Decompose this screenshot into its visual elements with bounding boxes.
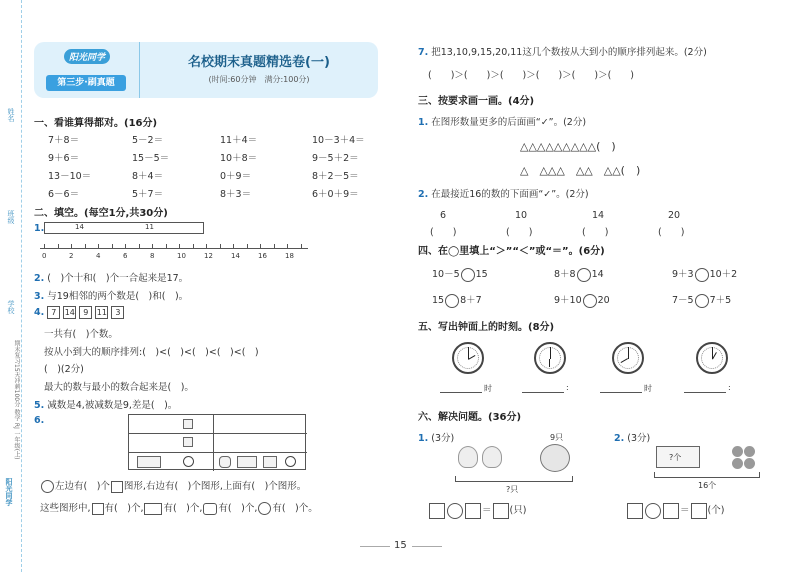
logo-area (34, 42, 140, 98)
clock-hand (550, 347, 551, 359)
compare-item: 15 8＋7 (432, 295, 482, 306)
q3: 3. 与19相邻的两个数是( )和( )。 (34, 291, 189, 302)
number-strip (44, 222, 204, 234)
tick (166, 244, 167, 249)
compare-item: 9＋10 20 (554, 295, 610, 306)
compare-circle[interactable] (577, 268, 591, 282)
q4-order: 按从小到大的顺序排列:( )<( )<( )<( )<( ) (44, 347, 259, 358)
q2-equation: ＝ (个) (626, 502, 724, 519)
step-badge: 第三步·刷真题 (46, 75, 126, 91)
calc-item: 15－5＝ (132, 153, 170, 164)
tick-label: 16 (258, 252, 267, 260)
section-2-title: 二、填空。(每空1分,共30分) (34, 208, 168, 219)
tick (247, 244, 248, 249)
answer-parens: ( ) (658, 227, 685, 238)
compare-circle[interactable] (461, 268, 475, 282)
footer-rule (412, 546, 442, 547)
q4-cards: 4. 7 14 9 11 3 (34, 306, 124, 319)
tick (260, 244, 261, 249)
clock-label: 时 (644, 384, 652, 393)
answer-line[interactable] (684, 392, 726, 393)
near-16-num-20: 20 (668, 210, 681, 221)
strip-box-11: 11 (145, 223, 154, 231)
q4-sum: 最大的数与最小的数合起来是( )。 (44, 382, 194, 393)
cat-icon (482, 446, 502, 468)
compare-item: 9＋3 10＋2 (672, 269, 738, 280)
tick (44, 244, 45, 249)
compare-circle[interactable] (695, 294, 709, 308)
name-label: 姓名 (7, 108, 15, 122)
tick (193, 244, 194, 249)
calc-item: 0＋9＝ (220, 171, 252, 182)
calc-item: 7＋8＝ (48, 135, 80, 146)
calc-item: 11＋4＝ (220, 135, 258, 146)
section-5-title: 五、写出钟面上的时刻。(8分) (418, 322, 555, 333)
logo: 阳光同学 (64, 49, 110, 64)
calc-item: 9＋6＝ (48, 153, 80, 164)
answer-line[interactable] (600, 392, 642, 393)
compare-item: 10－5 15 (432, 269, 488, 280)
calc-item: 9－5＋2＝ (312, 153, 359, 164)
tick-label: 12 (204, 252, 213, 260)
tick (112, 244, 113, 249)
triangle-row-1: △△△△△△△△△( ) (520, 140, 616, 153)
calc-item: 10－3＋4＝ (312, 135, 365, 146)
tick (152, 244, 153, 249)
brand-vertical: 阳光同学 (5, 478, 13, 506)
fish-jar-icon (540, 444, 570, 472)
calc-item: 10＋8＝ (220, 153, 258, 164)
near-16-num-6: 6 (440, 210, 447, 221)
clock-label: : (728, 383, 731, 392)
tick-label: 6 (123, 252, 128, 260)
compare-item: 8＋8 14 (554, 269, 604, 280)
calc-item: 8＋2－5＝ (312, 171, 359, 182)
q1-bottom-label: ?只 (506, 485, 519, 494)
ball-icon (285, 456, 296, 467)
q6-number: 6. (34, 415, 45, 426)
tick-label: 18 (285, 252, 294, 260)
q4-count: 一共有( )个数。 (44, 329, 118, 340)
tick-label: 8 (150, 252, 155, 260)
tick (71, 244, 72, 249)
brace (654, 472, 760, 478)
calc-item: 13－10＝ (48, 171, 92, 182)
q1-equation: ＝ (只) (428, 502, 526, 519)
near-16-num-14: 14 (592, 210, 605, 221)
tick (220, 244, 221, 249)
tick (179, 244, 180, 249)
calc-item: 8＋3＝ (220, 189, 252, 200)
clock-label: : (566, 383, 569, 392)
answer-parens: ( ) (430, 227, 457, 238)
calc-item: 8＋4＝ (132, 171, 164, 182)
tick (85, 244, 86, 249)
shape-shelf (128, 414, 306, 470)
clock-face (696, 342, 728, 374)
compare-circle[interactable] (583, 294, 597, 308)
clock-face (452, 342, 484, 374)
brace (455, 476, 573, 482)
cuboid-icon (237, 456, 257, 468)
tick (287, 244, 288, 249)
page-number: 15 (394, 540, 407, 551)
tick (58, 244, 59, 249)
tick (98, 244, 99, 249)
cube-icon (183, 437, 193, 447)
clock-hand (628, 347, 629, 359)
cat-icon (458, 446, 478, 468)
cube-icon (263, 456, 277, 468)
s3-q1: 1. 在图形数量更多的后面画“✓”。(2分) (418, 117, 587, 128)
page-subtitle: (时间:60分钟 满分:100分) (208, 75, 310, 84)
answer-line[interactable] (522, 392, 564, 393)
answer-parens: ( ) (582, 227, 609, 238)
calc-item: 5＋7＝ (132, 189, 164, 200)
tick (139, 244, 140, 249)
tick (233, 244, 234, 249)
section-4-title: 四、在◯里填上“＞”“＜”或“＝”。(6分) (418, 246, 605, 257)
q7: 7. 把13,10,9,15,20,11这几个数按从大到小的顺序排列起来。(2分) (418, 47, 707, 58)
tick-label: 4 (96, 252, 101, 260)
box-icon: ?个 (656, 446, 700, 468)
clock-hand (549, 359, 550, 367)
clock-label: 时 (484, 384, 492, 393)
q2-bottom-label: 16个 (698, 481, 717, 490)
strip-box-14: 14 (75, 223, 84, 231)
q1-number: 1. (34, 223, 45, 234)
calc-item: 6＋0＋9＝ (312, 189, 359, 200)
tick-label: 2 (69, 252, 74, 260)
q6-line1: 左边有( )个 图形,右边有( )个图形,上面有( )个图形。 (40, 478, 306, 493)
series-vertical: 期末复习15天冲刺100分 数学 RJ 一年级(上) (13, 340, 20, 460)
q5: 5. 减数是4,被减数是9,差是( )。 (34, 400, 178, 411)
compare-circle[interactable] (445, 294, 459, 308)
tick-label: 14 (231, 252, 240, 260)
cuboid-icon (137, 456, 161, 468)
clock-hand (621, 358, 628, 363)
header-banner (34, 42, 378, 98)
section-6-title: 六、解决问题。(36分) (418, 412, 522, 423)
clock-face (612, 342, 644, 374)
q1-top-label: 9只 (550, 433, 564, 442)
clock-face (534, 342, 566, 374)
cylinder-icon (219, 456, 231, 468)
tick-label: 10 (177, 252, 186, 260)
cube-icon (183, 419, 193, 429)
s3-q2: 2. 在最接近16的数的下面画“✓”。(2分) (418, 189, 589, 200)
tick (206, 244, 207, 249)
q7-chain: ( )＞( )＞( )＞( )＞( )＞( ) (428, 70, 634, 81)
q6-line2: 这些图形中, 有( )个, 有( )个, 有( )个, 有( )个。 (40, 503, 318, 514)
tick (301, 244, 302, 249)
compare-item: 7－5 7＋5 (672, 295, 732, 306)
q2: 2. ( )个十和( )个一合起来是17。 (34, 273, 189, 284)
clock-hand (468, 355, 475, 360)
s6-q1: 1. (3分) (418, 433, 455, 444)
s6-q2: 2. (3分) (614, 433, 651, 444)
calc-item: 6－6＝ (48, 189, 80, 200)
page-title: 名校期末真题精选卷(一) (188, 55, 330, 70)
answer-parens: ( ) (506, 227, 533, 238)
tick (274, 244, 275, 249)
footer-rule (360, 546, 390, 547)
school-label: 学校 (7, 300, 15, 314)
class-label: 班级 (7, 210, 15, 224)
section-3-title: 三、按要求画一画。(4分) (418, 96, 535, 107)
tick-label: 0 (42, 252, 47, 260)
section-1-title: 一、看谁算得都对。(16分) (34, 118, 158, 129)
q4-order-cont: ( )(2分) (44, 364, 84, 375)
answer-line[interactable] (440, 392, 482, 393)
number-line (40, 248, 308, 249)
ball-icon (183, 456, 194, 467)
balls-icon (732, 446, 756, 470)
compare-circle[interactable] (695, 268, 709, 282)
near-16-num-10: 10 (515, 210, 528, 221)
calc-item: 5－2＝ (132, 135, 164, 146)
triangle-row-2: △ △△△ △△ △△( ) (520, 164, 641, 177)
tick (125, 244, 126, 249)
